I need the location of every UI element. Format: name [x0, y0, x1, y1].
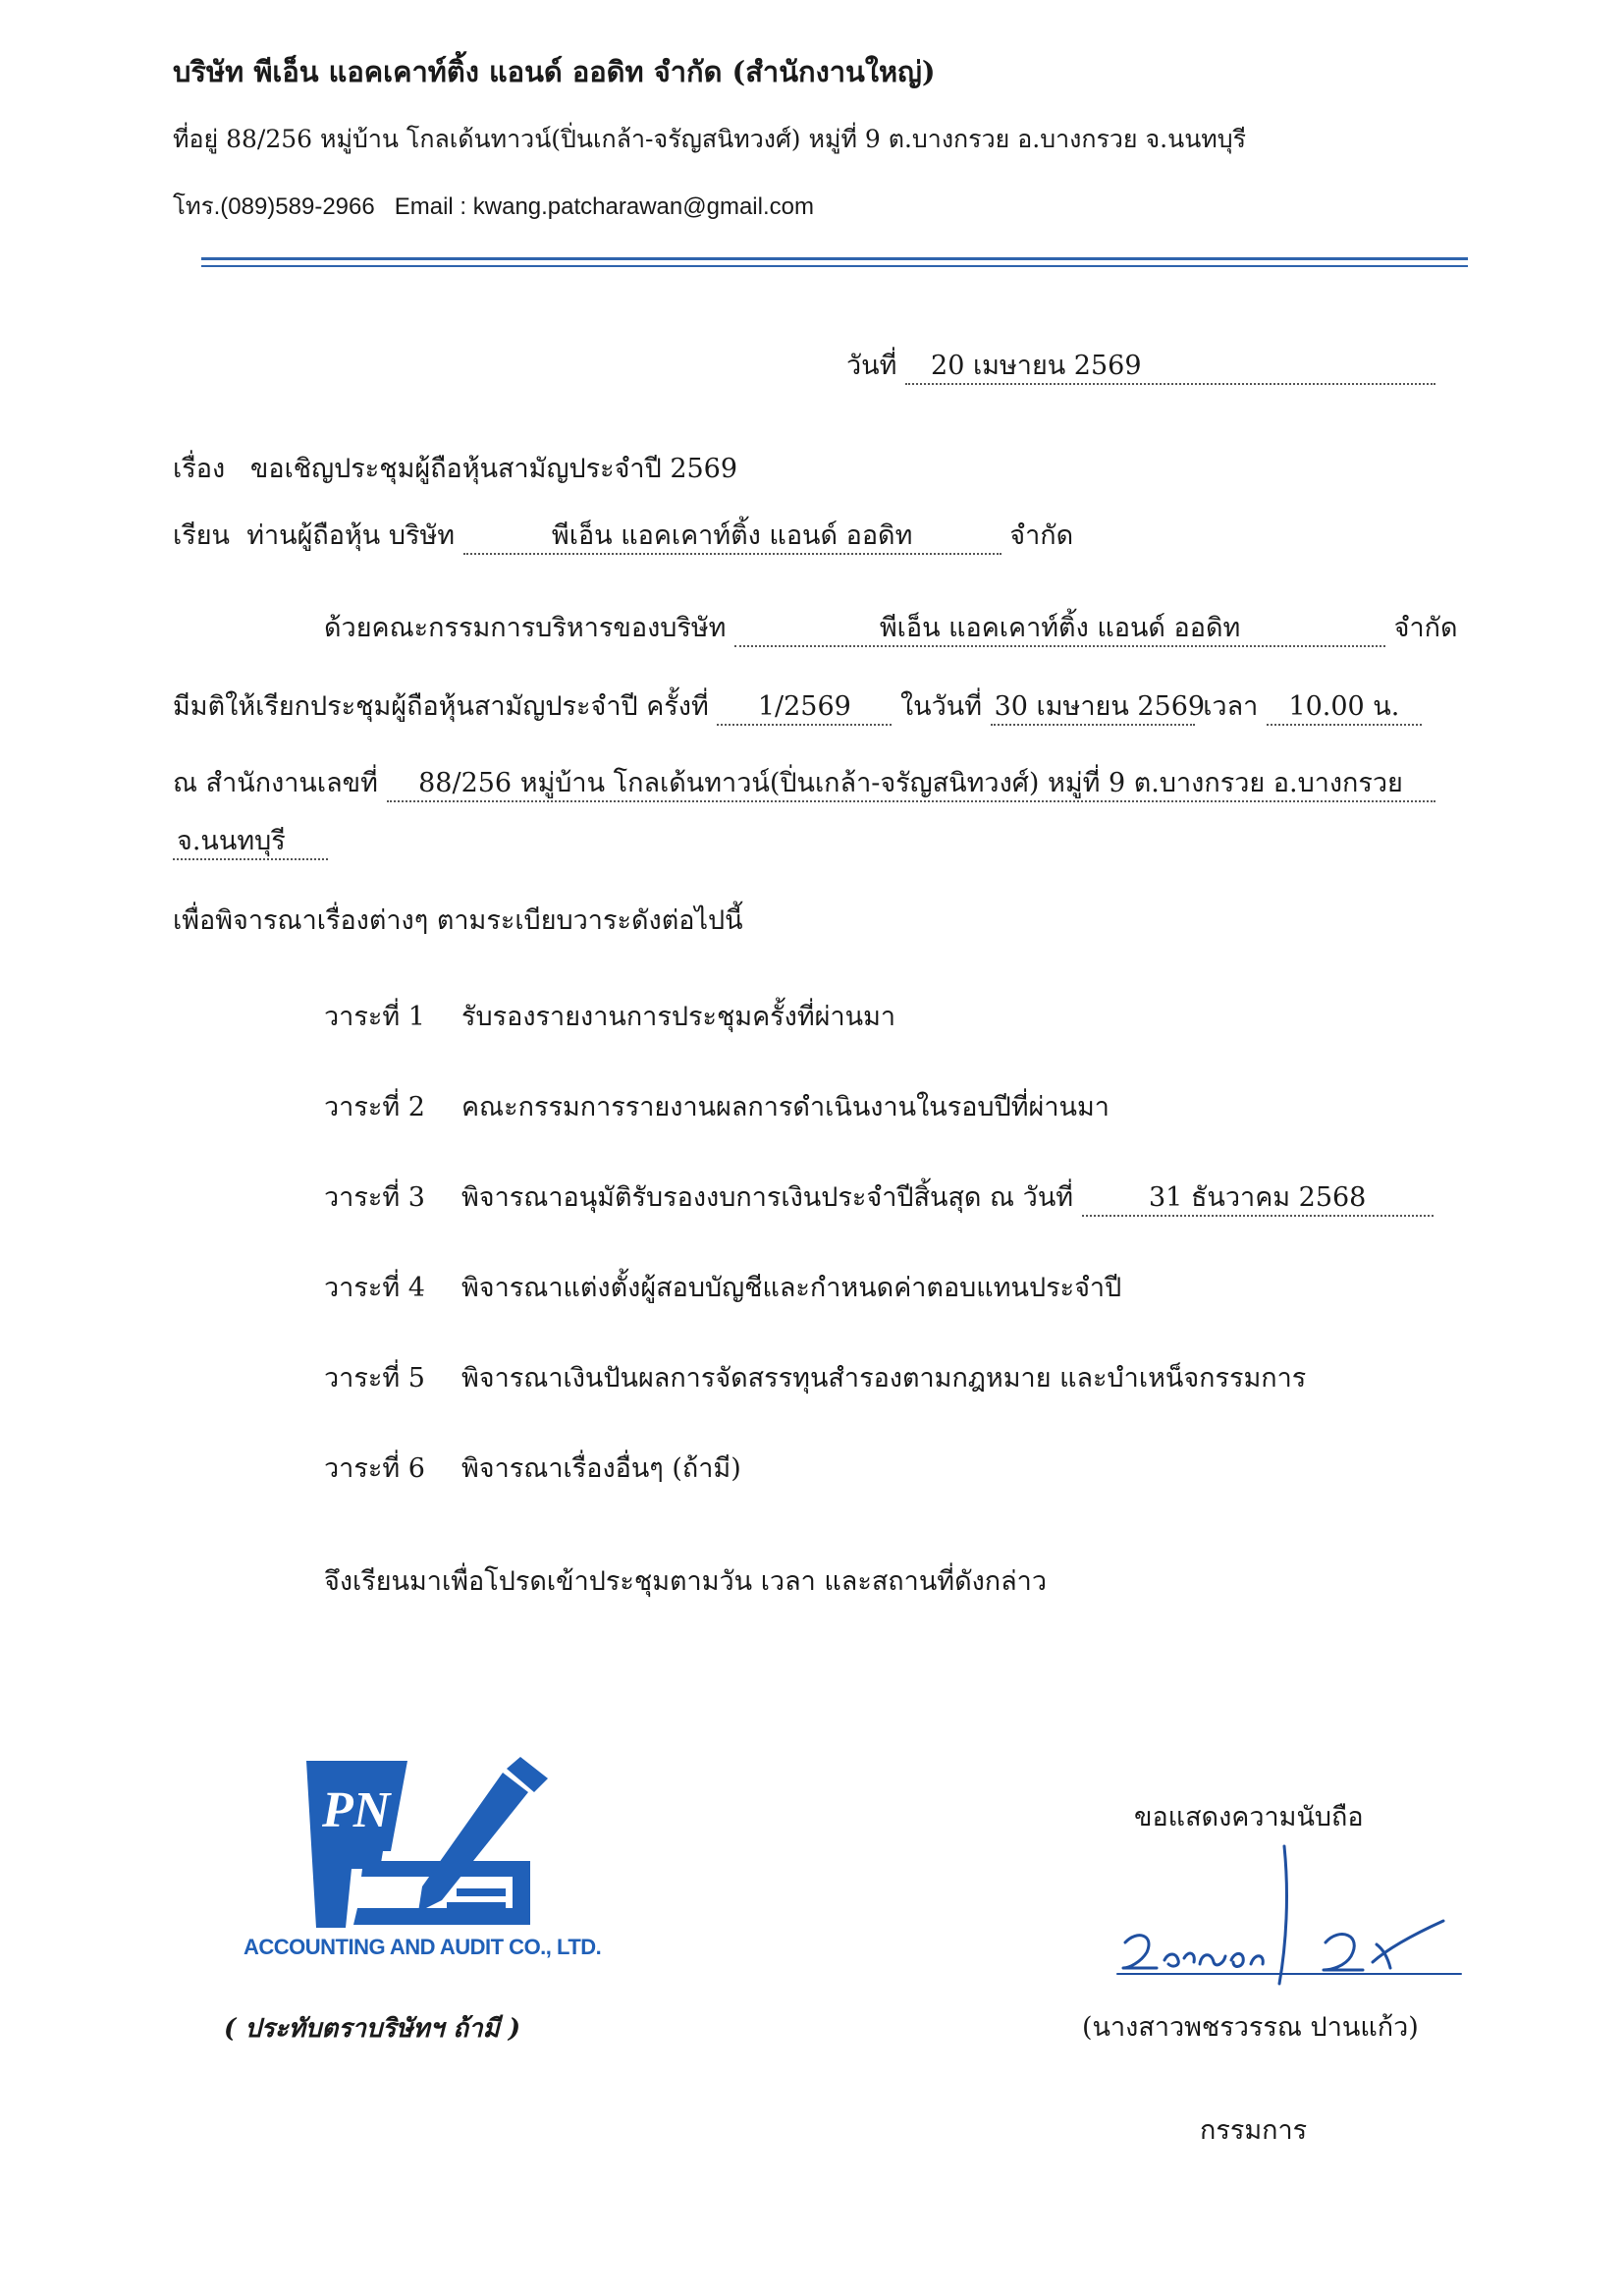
signer-title: กรรมการ	[1200, 2115, 1308, 2146]
regards-text: ขอแสดงความนับถือ	[1134, 1802, 1364, 1832]
company-name: บริษัท พีเอ็น แอคเคาท์ติ้ง แอนด์ ออดิท จำกัด (สำนักงานใหญ่)	[173, 55, 936, 88]
agenda-intro: เพื่อพิจารณาเรื่องต่างๆ ตามระเบียบวาระดังต่อไปนี้	[173, 905, 743, 936]
company-email: Email : kwang.patcharawan@gmail.com	[394, 193, 814, 220]
venue-province: จ.นนทบุรี	[173, 825, 328, 860]
resolution-prefix: มีมติให้เรียกประชุมผู้ถือหุ้นสามัญประจำปี ครั้งที่	[173, 691, 709, 722]
agenda-number: วาระที่ 2	[324, 1092, 425, 1122]
signer-name: (นางสาวพชรวรรณ ปานแก้ว)	[1082, 2012, 1419, 2043]
meeting-date-label: ในวันที่	[899, 691, 982, 722]
agenda-date: 31 ธันวาคม 2568	[1082, 1181, 1434, 1217]
agenda-text: พิจารณาอนุมัติรับรองงบการเงินประจำปีสิ้นสุด ณ วันที่	[461, 1182, 1074, 1213]
meeting-time: 10.00 น.	[1267, 690, 1422, 726]
recipient-line	[173, 514, 1073, 556]
agenda-number: วาระที่ 4	[324, 1273, 425, 1303]
agenda-number: วาระที่ 1	[324, 1002, 425, 1032]
agenda-item	[324, 1447, 741, 1489]
logo-monogram: PN	[322, 1782, 391, 1838]
agenda-item	[324, 995, 895, 1037]
intro-line	[324, 606, 1458, 648]
venue-line	[173, 761, 1435, 803]
agenda-number: วาระที่ 3	[324, 1182, 425, 1213]
agenda-text: คณะกรรมการรายงานผลการดำเนินงานในรอบปีที่ผ่านมา	[461, 1092, 1110, 1122]
date-value: 20 เมษายน 2569	[905, 350, 1435, 385]
handwritten-signature	[1078, 1836, 1490, 2003]
venue-address: 88/256 หมู่บ้าน โกลเด้นทาวน์(ปิ่นเกล้า-จรัญสนิทวงศ์) หมู่ที่ 9 ต.บางกรวย อ.บางกรวย	[387, 767, 1435, 802]
header-divider-top	[201, 257, 1468, 260]
intro-prefix: ด้วยคณะกรรมการบริหารของบริษัท	[324, 613, 727, 643]
date-label: วันที่	[846, 351, 897, 381]
subject-text: ขอเชิญประชุมผู้ถือหุ้นสามัญประจำปี 2569	[249, 454, 738, 484]
agenda-item	[324, 1356, 1306, 1398]
resolution-line	[173, 684, 1422, 727]
meeting-time-label: เวลา	[1203, 691, 1259, 722]
recipient-suffix: จำกัด	[1009, 520, 1074, 551]
meeting-date: 30 เมษายน 2569	[991, 690, 1195, 726]
agenda-item	[324, 1175, 1434, 1218]
meeting-number: 1/2569	[717, 690, 892, 726]
logo-caption: ACCOUNTING AND AUDIT CO., LTD.	[244, 1935, 602, 1959]
header-divider-bottom	[201, 265, 1468, 267]
letter-date	[846, 344, 1435, 386]
agenda-text: พิจารณาเรื่องอื่นๆ (ถ้ามี)	[461, 1453, 741, 1484]
company-contact	[173, 187, 814, 225]
agenda-text: พิจารณาเงินปันผลการจัดสรรทุนสำรองตามกฎหมาย และบำเหน็จกรรมการ	[461, 1363, 1307, 1394]
subject-line	[173, 447, 737, 489]
recipient-company: พีเอ็น แอคเคาท์ติ้ง แอนด์ ออดิท	[463, 519, 1001, 555]
intro-suffix: จำกัด	[1393, 613, 1458, 643]
agenda-number: วาระที่ 5	[324, 1363, 425, 1394]
agenda-text: พิจารณาแต่งตั้งผู้สอบบัญชีและกำหนดค่าตอบแทนประจำปี	[461, 1273, 1122, 1303]
closing-text: จึงเรียนมาเพื่อโปรดเข้าประชุมตามวัน เวลา และสถานที่ดังกล่าว	[324, 1566, 1048, 1597]
agenda-text: รับรองรายงานการประชุมครั้งที่ผ่านมา	[461, 1002, 896, 1032]
seal-note: ( ประทับตราบริษัทฯ ถ้ามี )	[224, 2014, 521, 2044]
venue-prefix: ณ สำนักงานเลขที่	[173, 768, 378, 798]
company-phone: โทร.(089)589-2966	[173, 193, 375, 220]
intro-company: พีเอ็น แอคเคาท์ติ้ง แอนด์ ออดิท	[734, 612, 1385, 647]
venue-line-2	[173, 825, 328, 860]
recipient-label: เรียน	[173, 520, 231, 551]
signature-block	[1060, 1777, 1502, 2190]
agenda-item	[324, 1085, 1110, 1127]
recipient-prefix: ท่านผู้ถือหุ้น บริษัท	[246, 520, 456, 551]
agenda-number: วาระที่ 6	[324, 1453, 425, 1484]
subject-label: เรื่อง	[173, 454, 226, 484]
company-address: ที่อยู่ 88/256 หมู่บ้าน โกลเด้นทาวน์(ปิ่นเกล้า-จรัญสนิทวงศ์) หมู่ที่ 9 ต.บางกรวย อ.บางกรวย จ.นนทบุรี	[173, 125, 1247, 153]
agenda-item	[324, 1266, 1121, 1308]
